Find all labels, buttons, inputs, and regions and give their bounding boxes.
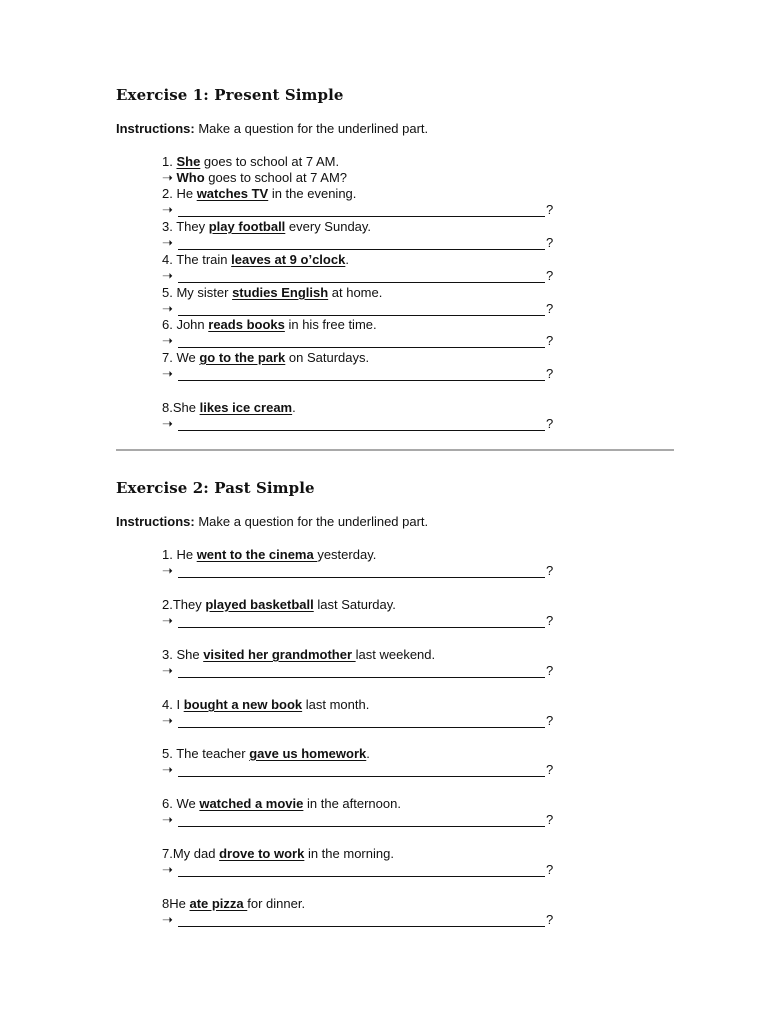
answer-rest: goes to school at 7 AM? [204, 170, 348, 185]
question-mark: ? [546, 862, 554, 877]
sentence-start: 8He [162, 896, 190, 911]
answer-blank[interactable] [178, 315, 545, 316]
ex2-sentence-2 [162, 597, 396, 613]
question-mark: ? [546, 202, 554, 217]
ex1-sentence-3 [162, 252, 349, 268]
underlined-part: reads books [208, 317, 285, 332]
answer-blank[interactable] [178, 926, 545, 927]
question-mark: ? [546, 912, 554, 927]
ex2-answer-line-5[interactable] [162, 762, 562, 778]
sentence-start: 4. The train [162, 252, 232, 267]
ex2-sentence-3 [162, 647, 435, 663]
instructions-label: Instructions: [116, 514, 195, 529]
ex2-sentence-6 [162, 796, 401, 812]
answer-blank[interactable] [178, 249, 545, 250]
underlined-part: bought a new book [183, 697, 303, 712]
underlined-part: studies English [232, 285, 329, 300]
ex2-sentence-7 [162, 846, 394, 862]
sentence-end: . [345, 252, 349, 267]
underlined-part: visited her grandmother [203, 647, 356, 662]
underlined-part: played basketball [205, 597, 314, 612]
exercise1-instructions [116, 121, 428, 136]
instructions-text: Make a question for the underlined part. [194, 514, 429, 529]
underlined-part: play football [208, 219, 286, 234]
sentence-start: 7.My dad [162, 846, 220, 861]
question-mark: ? [546, 762, 554, 777]
arrow-icon: ➝ [162, 268, 173, 283]
arrow-icon: ➝ [162, 663, 173, 678]
sentence-end: . [366, 746, 370, 761]
sentence-end: in his free time. [284, 317, 377, 332]
ex1-sentence-5 [162, 317, 377, 333]
answer-blank[interactable] [178, 677, 545, 678]
arrow-icon: ➝ [162, 762, 173, 777]
sentence-end: at home. [328, 285, 383, 300]
question-mark: ? [546, 713, 554, 728]
ex2-sentence-1 [162, 547, 376, 563]
ex2-sentence-8 [162, 896, 305, 912]
arrow-icon: ➝ [162, 170, 177, 185]
sentence-end: in the morning. [304, 846, 394, 861]
ex2-sentence-4 [162, 697, 369, 713]
sentence-end: yesterday. [317, 547, 377, 562]
sentence-end: every Sunday. [285, 219, 372, 234]
ex1-answer-line-7[interactable] [162, 416, 562, 432]
underlined-part: leaves at 9 o’clock [231, 252, 346, 267]
sentence-end: in the afternoon. [303, 796, 401, 811]
arrow-icon: ➝ [162, 416, 173, 431]
sentence-start: 5. The teacher [162, 746, 250, 761]
instructions-label: Instructions: [116, 121, 195, 136]
sentence-end: on Saturdays. [285, 350, 370, 365]
ex2-answer-line-6[interactable] [162, 812, 562, 828]
ex1-sentence-4 [162, 285, 382, 301]
answer-blank[interactable] [178, 380, 545, 381]
arrow-icon: ➝ [162, 862, 173, 877]
sentence-start: 2.They [162, 597, 206, 612]
sentence-end: in the evening. [268, 186, 357, 201]
exercise2-title: Exercise 2: Past Simple [116, 479, 315, 497]
sentence-start: 2. He [162, 186, 197, 201]
sentence-end: last weekend. [355, 647, 436, 662]
sentence-start: 7. We [162, 350, 200, 365]
section-divider [116, 449, 674, 451]
sentence-end: last month. [302, 697, 370, 712]
sentence-end: for dinner. [247, 896, 306, 911]
ex2-answer-line-4[interactable] [162, 713, 562, 729]
sentence-start: 3. She [162, 647, 204, 662]
sentence-start: 6. We [162, 796, 200, 811]
arrow-icon: ➝ [162, 333, 173, 348]
ex2-sentence-5 [162, 746, 370, 762]
answer-blank[interactable] [178, 430, 545, 431]
question-mark: ? [546, 235, 554, 250]
underlined-part: go to the park [199, 350, 286, 365]
question-mark: ? [546, 613, 554, 628]
sentence-start: 8.She [162, 400, 200, 415]
ex1-answer-line-2[interactable] [162, 235, 562, 251]
answer-blank[interactable] [178, 776, 545, 777]
arrow-icon: ➝ [162, 563, 173, 578]
underlined-part: She [176, 154, 201, 169]
arrow-icon: ➝ [162, 912, 173, 927]
underlined-part: drove to work [219, 846, 305, 861]
underlined-part: ate pizza [189, 896, 248, 911]
question-mark: ? [546, 563, 554, 578]
question-mark: ? [546, 663, 554, 678]
underlined-part: went to the cinema [196, 547, 318, 562]
question-mark: ? [546, 268, 554, 283]
ex1-answer-line-1[interactable] [162, 202, 562, 218]
ex1-sentence-1 [162, 186, 356, 202]
ex2-answer-line-2[interactable] [162, 613, 562, 629]
sentence-rest: goes to school at 7 AM. [200, 154, 340, 169]
sentence-start: 1. He [162, 547, 197, 562]
ex1-answer-line-3[interactable] [162, 268, 562, 284]
question-mark: ? [546, 333, 554, 348]
underlined-part: likes ice cream [199, 400, 293, 415]
item-number: 1. [162, 154, 177, 169]
question-mark: ? [546, 301, 554, 316]
arrow-icon: ➝ [162, 613, 173, 628]
ex2-answer-line-1[interactable] [162, 563, 562, 579]
exercise1-title: Exercise 1: Present Simple [116, 86, 344, 104]
ex1-sentence-6 [162, 350, 369, 366]
arrow-icon: ➝ [162, 301, 173, 316]
answer-blank[interactable] [178, 216, 545, 217]
ex1-answer-line-4[interactable] [162, 301, 562, 317]
ex2-answer-line-3[interactable] [162, 663, 562, 679]
question-mark: ? [546, 366, 554, 381]
ex2-answer-line-8[interactable] [162, 912, 562, 928]
answer-blank[interactable] [178, 282, 545, 283]
sentence-start: 3. They [162, 219, 209, 234]
arrow-icon: ➝ [162, 202, 173, 217]
answer-blank[interactable] [178, 826, 545, 827]
underlined-part: watched a movie [199, 796, 304, 811]
underlined-part: gave us homework [249, 746, 367, 761]
sentence-end: last Saturday. [313, 597, 396, 612]
underlined-part: watches TV [196, 186, 269, 201]
ex2-answer-line-7[interactable] [162, 862, 562, 878]
answer-blank[interactable] [178, 727, 545, 728]
example-answer [162, 170, 347, 186]
arrow-icon: ➝ [162, 366, 173, 381]
ex1-answer-line-5[interactable] [162, 333, 562, 349]
sentence-end: . [292, 400, 296, 415]
arrow-icon: ➝ [162, 713, 173, 728]
ex1-sentence-7 [162, 400, 296, 416]
question-word: Who [176, 170, 205, 185]
instructions-text: Make a question for the underlined part. [194, 121, 429, 136]
answer-blank[interactable] [178, 876, 545, 877]
arrow-icon: ➝ [162, 235, 173, 250]
exercise2-instructions [116, 514, 428, 529]
ex1-sentence-2 [162, 219, 371, 235]
sentence-start: 6. John [162, 317, 209, 332]
example-sentence [162, 154, 339, 170]
question-mark: ? [546, 416, 554, 431]
sentence-start: 5. My sister [162, 285, 233, 300]
ex1-answer-line-6[interactable] [162, 366, 562, 382]
arrow-icon: ➝ [162, 812, 173, 827]
answer-blank[interactable] [178, 627, 545, 628]
answer-blank[interactable] [178, 347, 545, 348]
answer-blank[interactable] [178, 577, 545, 578]
sentence-start: 4. I [162, 697, 184, 712]
question-mark: ? [546, 812, 554, 827]
